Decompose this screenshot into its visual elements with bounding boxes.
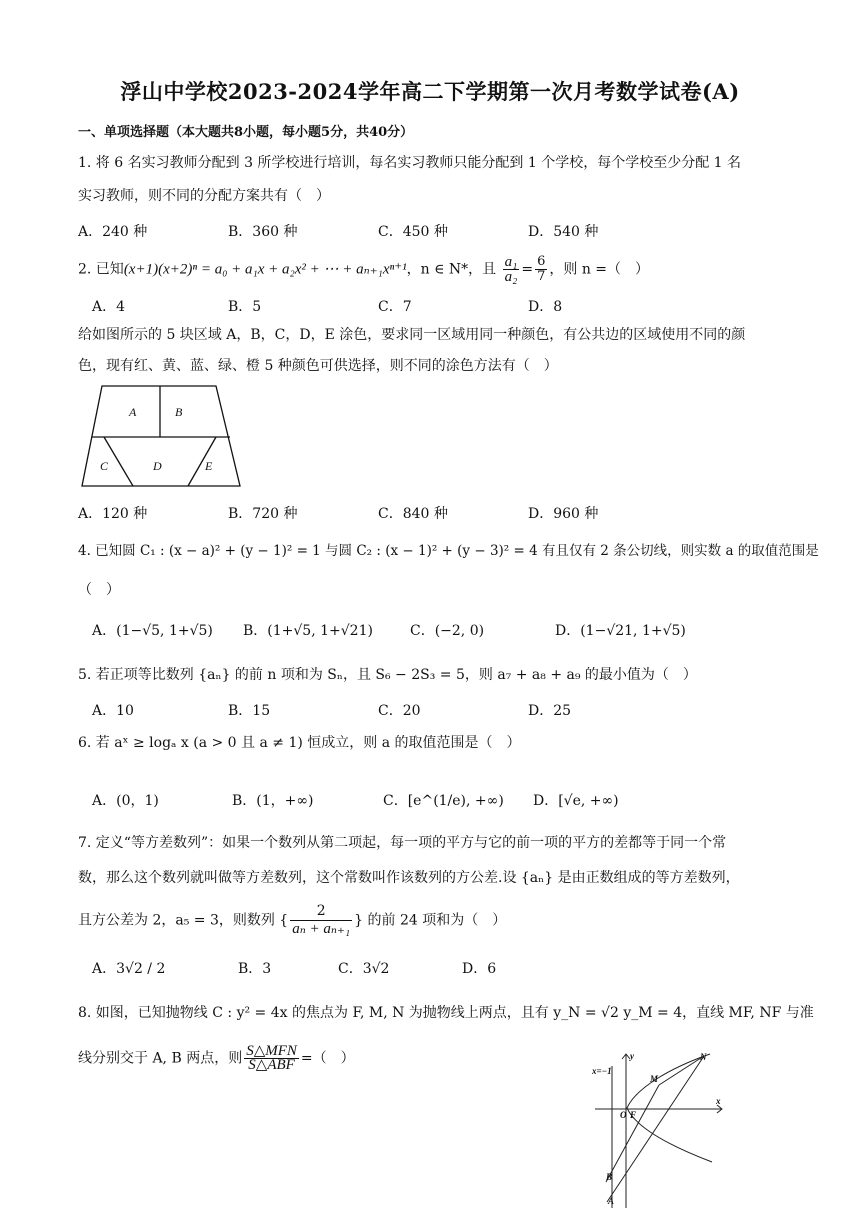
- q5-option-a: A．10: [92, 703, 134, 719]
- q2-option-a: A．4: [92, 299, 126, 315]
- q8-line1: 8. 如图，已知抛物线 C : y² = 4x 的焦点为 F, M, N 为抛物线上两点，且有 y_N = √2 y_M = 4，直线 MF, NF 与准: [78, 1005, 814, 1021]
- exam-title: 浮山中学校2023-2024学年高二下学期第一次月考数学试卷(A): [120, 79, 740, 104]
- graph-y-axis-label: y: [630, 1052, 634, 1061]
- region-label-c: C: [100, 459, 109, 473]
- q2-expression: (x+1)(x+2)ⁿ = a₀ + a₁x + a₂x² + ⋯ + aₙ₊₁xⁿ⁺¹: [123, 261, 407, 278]
- section-heading: 一、单项选择题（本大题共8小题，每小题5分，共40分）: [78, 125, 414, 140]
- q2-stem: 2. 已知(x+1)(x+2)ⁿ = a₀ + a₁x + a₂x² + ⋯ + aₙ₊₁xⁿ⁺¹，n ∈ N*，且 $\frac{\text{a₁}}{\text{a₂}}$ = $\frac{6}{7}$ ，则 n =（ ）: [78, 254, 650, 285]
- q2-option-d: D．8: [528, 299, 563, 315]
- graph-point-n: N: [700, 1052, 707, 1062]
- q2-value-fraction: $\frac{6}{7}$: [537, 254, 546, 284]
- graph-x-axis-label: x: [716, 1096, 721, 1106]
- q1-option-c: C．450 种: [378, 224, 448, 240]
- q5-option-d: D．25: [528, 703, 572, 719]
- q3-option-d: D．960 种: [528, 506, 599, 522]
- q8-line2: 线分别交于 A, B 两点，则 $\frac{\text{S△MFN}}{\text{S△ABF}}$ =（ ）: [78, 1043, 355, 1073]
- q4-option-d: D．(1−√21, 1+√5): [555, 623, 686, 639]
- q2-ratio-fraction: $\frac{\text{a₁}}{\text{a₂}}$: [504, 254, 518, 285]
- q7-option-c: C．3√2: [338, 961, 390, 977]
- q7-line1: 7. 定义“等方差数列”：如果一个数列从第二项起，每一项的平方与它的前一项的平方的差都等于同一个常: [78, 835, 727, 851]
- graph-origin-o: O: [620, 1110, 627, 1120]
- graph-point-b: B: [606, 1172, 613, 1182]
- q6-option-a: A．(0，1): [92, 793, 159, 809]
- region-label-d: D: [153, 459, 162, 473]
- q6-option-c: C．[e^(1/e), +∞): [383, 793, 504, 809]
- q2-option-c: C．7: [378, 299, 412, 315]
- q2-condition: ，n ∈ N*，且: [406, 261, 497, 278]
- graph-focus-f: F: [630, 1110, 637, 1120]
- q4-option-a: A．(1−√5, 1+√5): [92, 623, 213, 639]
- parabola-figure: [590, 1052, 730, 1210]
- q5-line1: 5. 若正项等比数列 {aₙ} 的前 n 项和为 Sₙ，且 S₆ − 2S₃ = 5，则 a₇ + a₈ + a₉ 的最小值为（ ）: [78, 667, 697, 683]
- q7-option-d: D．6: [462, 961, 497, 977]
- q4-line1: 4. 已知圆 C₁ : (x − a)² + (y − 1)² = 1 与圆 C₂ : (x − 1)² + (y − 3)² = 4 有且仅有 2 条公切线，则实数 a 的取值范围是: [78, 543, 819, 559]
- q1-option-b: B．360 种: [228, 224, 298, 240]
- q1-option-d: D．540 种: [528, 224, 599, 240]
- q3-option-a: A．120 种: [78, 506, 148, 522]
- graph-point-m: M: [650, 1074, 659, 1084]
- q7-option-a: A．3√2 / 2: [92, 961, 166, 977]
- q1-option-a: A．240 种: [78, 224, 148, 240]
- q7-term-fraction: $\frac{2}{\text{aₙ + aₙ₊₁}}$: [292, 903, 351, 937]
- region-label-a: A: [129, 405, 137, 419]
- q2-prefix: 2. 已知: [78, 261, 124, 278]
- q7-option-b: B．3: [238, 961, 272, 977]
- q5-option-b: B．15: [228, 703, 271, 719]
- coloring-regions-figure: [78, 384, 244, 490]
- q4-option-c: C．(−2, 0): [410, 623, 485, 639]
- q2-suffix: ，则 n =（ ）: [549, 261, 650, 278]
- region-label-b: B: [175, 405, 183, 419]
- q6-option-b: B．(1，+∞): [232, 793, 314, 809]
- q3-option-c: C．840 种: [378, 506, 448, 522]
- q3-option-b: B．720 种: [228, 506, 298, 522]
- q7-line3: 且方公差为 2，a₅ = 3，则数列 { $\frac{2}{\text{aₙ + aₙ₊₁}}$ } 的前 24 项和为（ ）: [78, 903, 507, 937]
- q1-line2: 实习教师，则不同的分配方案共有（ ）: [78, 188, 330, 204]
- graph-directrix-label: x=−1: [592, 1066, 612, 1076]
- q5-option-c: C．20: [378, 703, 421, 719]
- graph-point-a: A: [608, 1196, 615, 1206]
- region-label-e: E: [205, 459, 213, 473]
- q6-option-d: D．[√e, +∞): [533, 793, 619, 809]
- q7-line2: 数，那么这个数列就叫做等方差数列，这个常数叫作该数列的方公差.设 {aₙ} 是由正数组成的等方差数列，: [78, 870, 740, 886]
- q2-option-b: B．5: [228, 299, 262, 315]
- q1-line1: 1. 将 6 名实习教师分配到 3 所学校进行培训，每名实习教师只能分配到 1 个学校，每个学校至少分配 1 名: [78, 155, 742, 171]
- q3-line2: 色，现有红、黄、蓝、绿、橙 5 种颜色可供选择，则不同的涂色方法有（ ）: [78, 358, 558, 374]
- q4-option-b: B．(1+√5, 1+√21): [243, 623, 373, 639]
- q6-line1: 6. 若 aˣ ≥ logₐ x (a > 0 且 a ≠ 1) 恒成立，则 a 的取值范围是（ ）: [78, 735, 521, 751]
- q4-line2: （ ）: [78, 582, 120, 598]
- q3-line1: 给如图所示的 5 块区域 A，B，C，D，E 涂色，要求同一区域用同一种颜色，有公共边的区域使用不同的颜: [78, 327, 746, 343]
- q8-area-ratio-fraction: $\frac{\text{S△MFN}}{\text{S△ABF}}$: [246, 1043, 297, 1073]
